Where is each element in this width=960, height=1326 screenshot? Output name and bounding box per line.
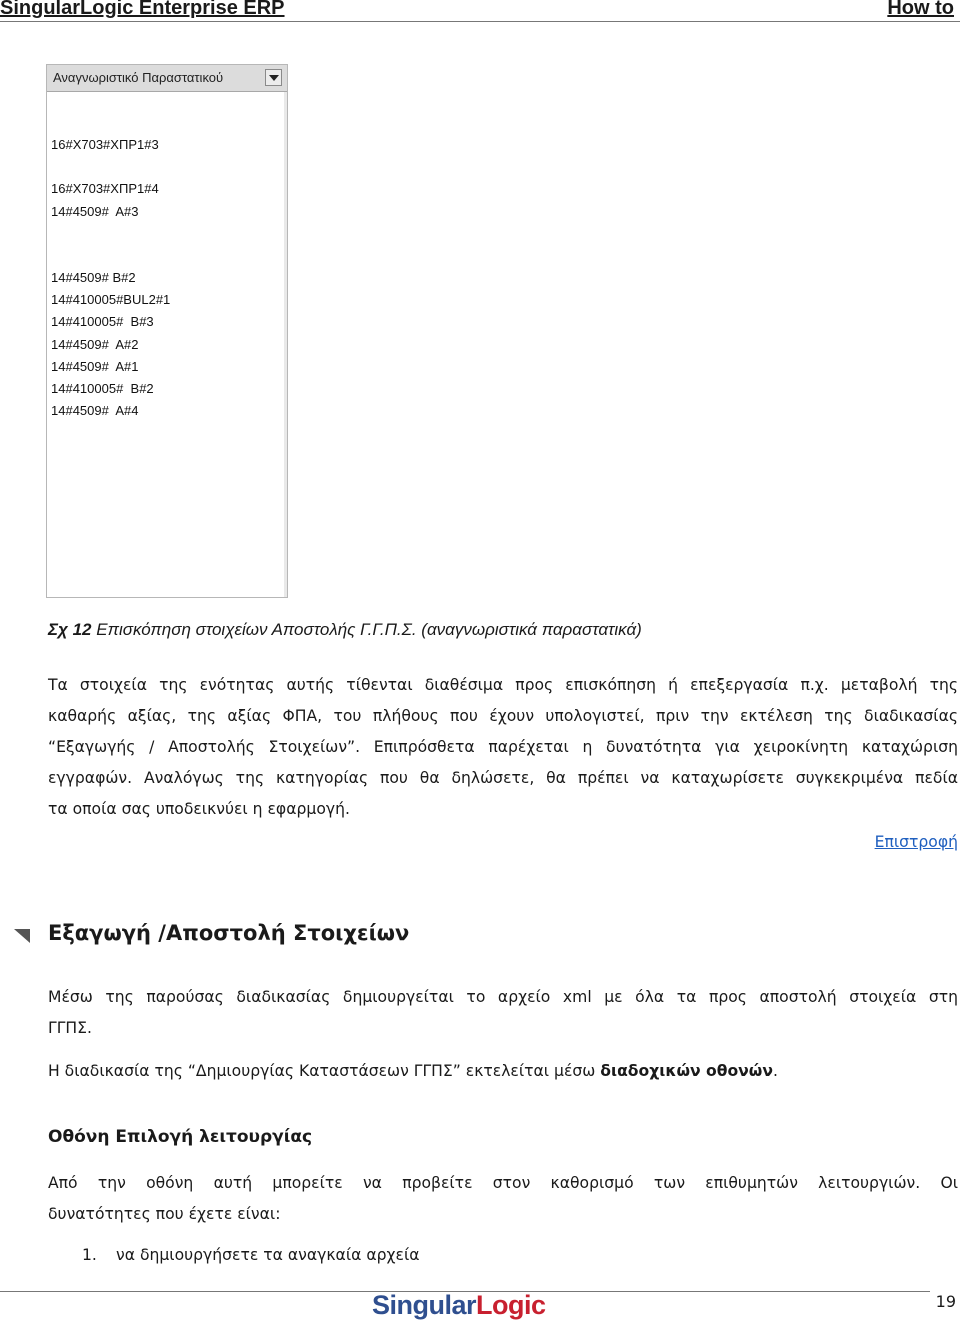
paragraph-line: Από την οθόνη αυτή μπορείτε να προβείτε στον καθορισμό των επιθυμητών λειτουργιών. Οι	[48, 1174, 958, 1192]
paragraph-bold-text: διαδοχικών οθονών	[600, 1062, 773, 1080]
paragraph-line: Τα στοιχεία της ενότητας αυτής τίθενται διαθέσιμα προς επισκόπηση ή επεξεργασία π.χ. μεταβολή της	[48, 676, 958, 694]
list-text: να δημιουργήσετε τα αναγκαία αρχεία	[116, 1246, 420, 1264]
list-item[interactable]: 14#410005#BUL2#1	[51, 292, 171, 307]
header-product-title: SingularLogic Enterprise ERP	[0, 0, 285, 19]
list-item[interactable]: 14#410005# Β#3	[51, 314, 154, 329]
singularlogic-logo	[372, 1290, 562, 1324]
paragraph-line: ΓΓΠΣ.	[48, 1019, 92, 1037]
list-item[interactable]: 14#4509# Α#2	[51, 337, 139, 352]
paragraph-line: “Εξαγωγής / Αποστολής Στοιχείων”. Επιπρόσθετα παρέχεται η δυνατότητα για χειροκίνητη καταχώριση	[48, 738, 958, 756]
list-item[interactable]: 14#410005# Β#2	[51, 381, 154, 396]
header-howto-label: How to	[887, 0, 954, 19]
page-header	[0, 0, 960, 22]
section-paragraph	[48, 982, 958, 1044]
paragraph-line: τα οποία σας υποδεικνύει η εφαρμογή.	[48, 800, 350, 818]
paragraph-line: καθαρής αξίας, της αξίας ΦΠΑ, του πλήθους που έχουν υπολογιστεί, πριν την εκτέλεση της διαδικασίας	[48, 707, 958, 725]
figure-caption	[48, 620, 642, 640]
figure-caption-text: Επισκόπηση στοιχείων Αποστολής Γ.Γ.Π.Σ. (αναγνωριστικά παραστατικά)	[96, 620, 642, 639]
list-item[interactable]: 14#4509# Α#1	[51, 359, 139, 374]
section-marker-icon	[14, 929, 30, 943]
paragraph-line: εγγραφών. Αναλόγως της κατηγορίας που θα δηλώσετε, θα πρέπει να καταχωρίσετε συγκεκριμένα πεδία	[48, 769, 958, 787]
page-number: 19	[935, 1292, 956, 1311]
logo-word-logic: Logic	[476, 1290, 546, 1320]
list-scrollbar[interactable]	[284, 92, 287, 597]
list-item[interactable]: 16#Χ703#ΧΠΡ1#3	[51, 137, 159, 152]
logo-word-singular: Singular	[372, 1290, 477, 1320]
paragraph-text-end: .	[772, 1062, 778, 1080]
list-item[interactable]: 16#Χ703#ΧΠΡ1#4	[51, 181, 159, 196]
dropdown-arrow-icon[interactable]	[265, 69, 282, 86]
header-rule	[0, 21, 960, 22]
list-item[interactable]: 14#4509# Α#4	[51, 403, 139, 418]
section-title: Εξαγωγή /Αποστολή Στοιχείων	[48, 921, 410, 945]
list-number: 1.	[82, 1246, 97, 1264]
document-id-list-screenshot	[46, 64, 288, 598]
subsection-title: Οθόνη Επιλογή λειτουργίας	[48, 1127, 313, 1147]
section-paragraph-2	[48, 1056, 958, 1087]
body-paragraph	[48, 670, 958, 825]
column-header[interactable]	[47, 65, 287, 92]
figure-caption-label: Σχ 12	[48, 620, 92, 639]
list-item[interactable]: 14#4509# Α#3	[51, 204, 139, 219]
list-item[interactable]: 14#4509# Β#2	[51, 270, 136, 285]
return-link[interactable]: Επιστροφή	[874, 833, 958, 851]
paragraph-text: Η διαδικασία της “Δημιουργίας Καταστάσεων ΓΓΠΣ” εκτελείται μέσω	[48, 1062, 601, 1080]
paragraph-line: δυνατότητες που έχετε είναι:	[48, 1205, 281, 1223]
paragraph-line: Μέσω της παρούσας διαδικασίας δημιουργείται το αρχείο xml με όλα τα προς αποστολή στοιχεία στη	[48, 988, 958, 1006]
list-item	[82, 1246, 420, 1264]
subsection-paragraph	[48, 1168, 958, 1230]
column-header-label: Αναγνωριστικό Παραστατικού	[53, 70, 224, 85]
